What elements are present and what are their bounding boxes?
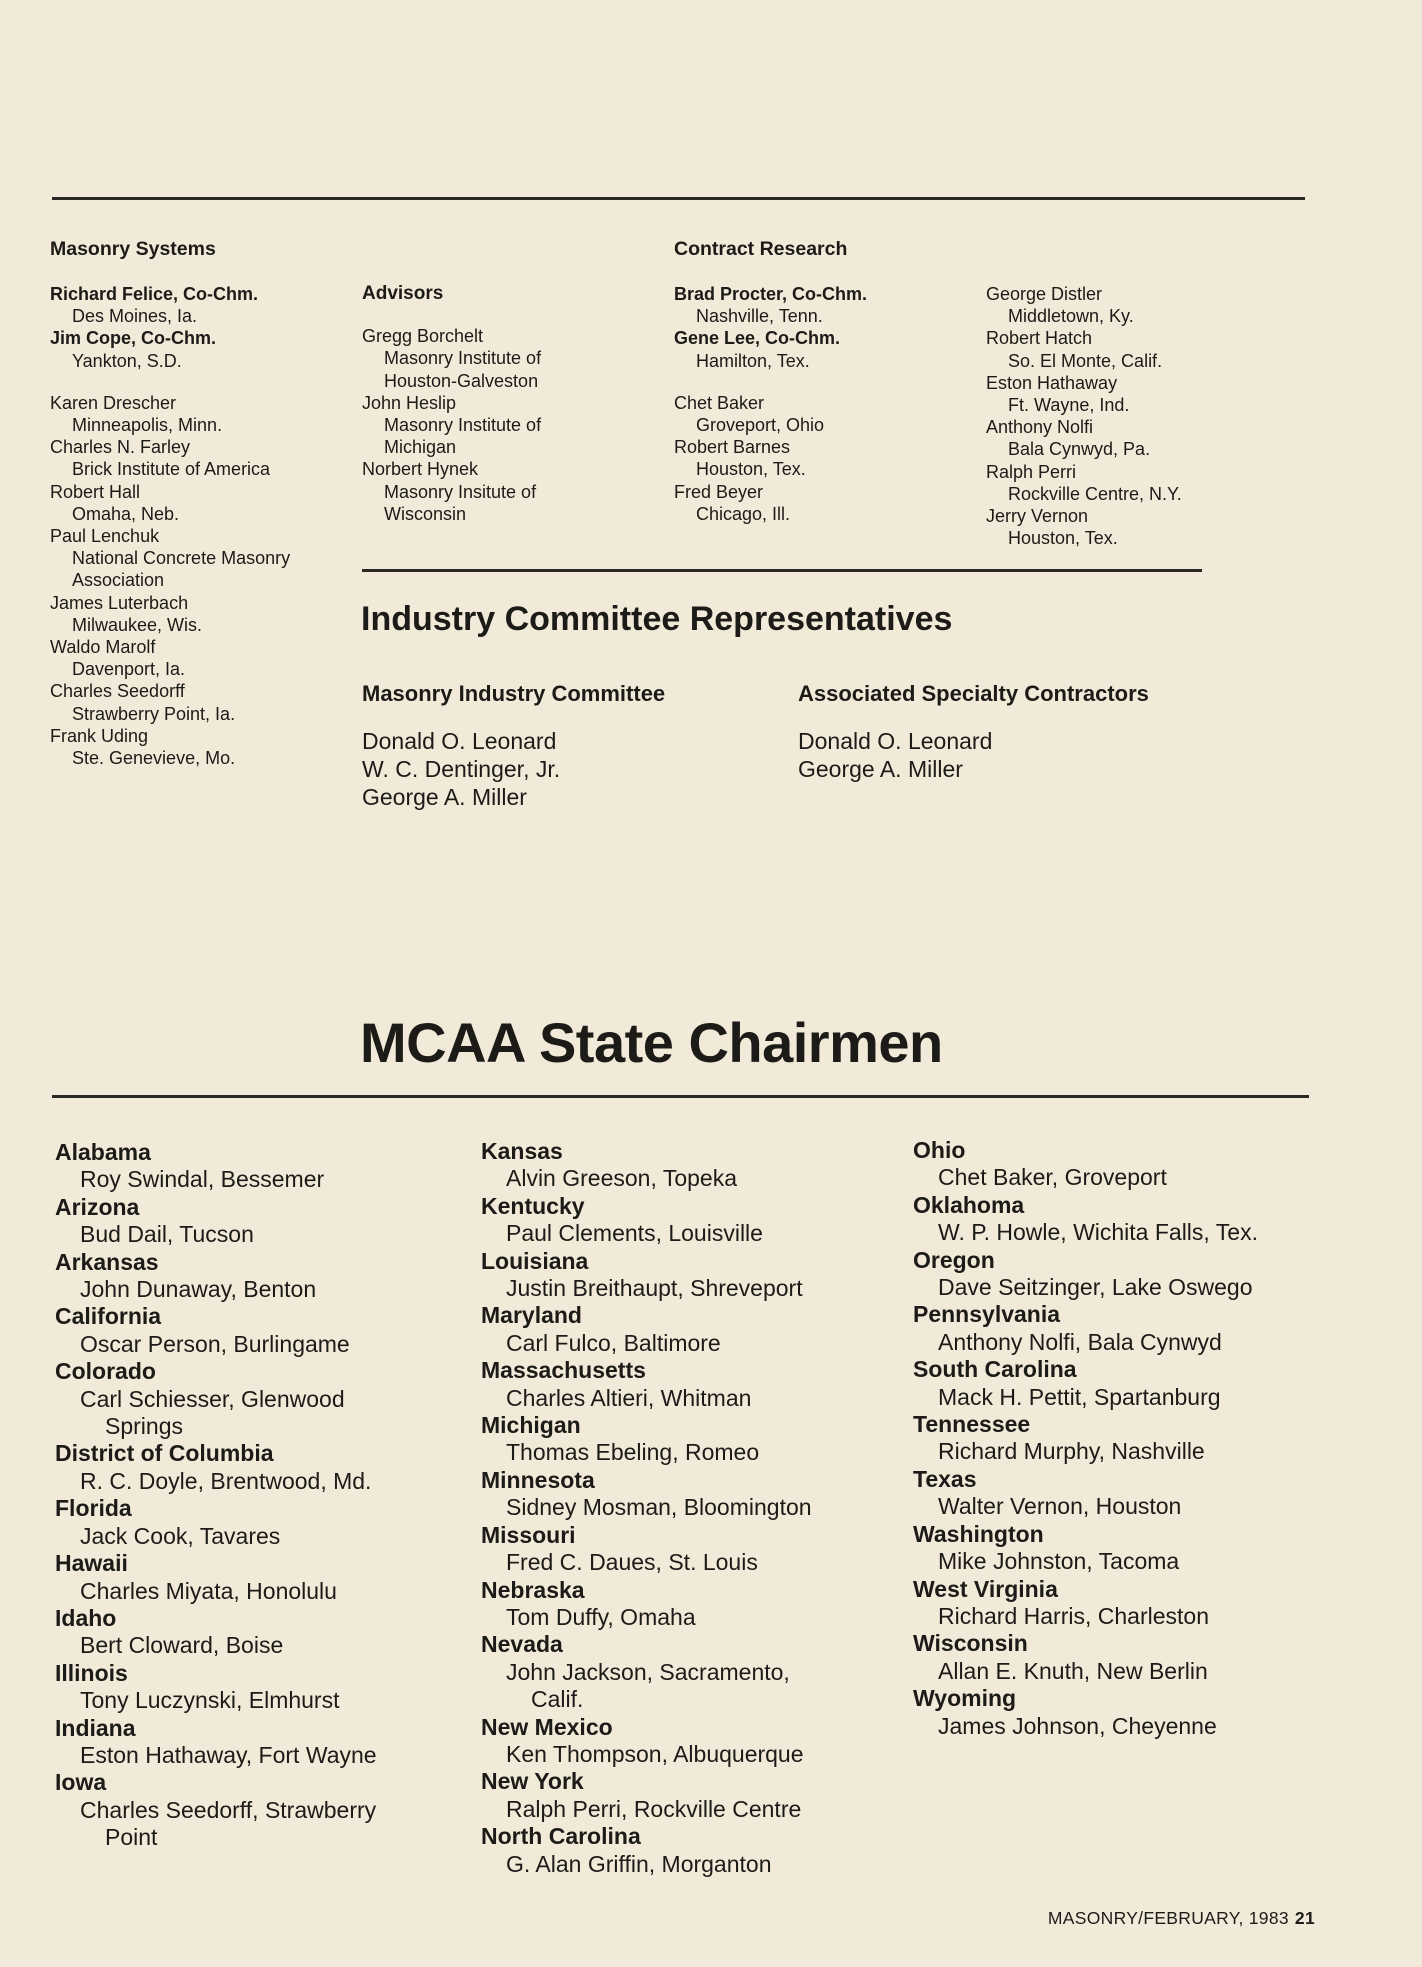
member-entry [50, 392, 340, 436]
representative-name: Donald O. Leonard [798, 728, 993, 754]
chairman: Carl Fulco, Baltimore [506, 1329, 721, 1356]
state-name: Michigan [481, 1412, 581, 1439]
state-entry [55, 1303, 445, 1358]
state-name: Ohio [913, 1137, 966, 1163]
state-name: Iowa [55, 1769, 107, 1796]
member-location: Omaha, Neb. [72, 503, 180, 524]
state-entry [55, 1660, 445, 1715]
state-entry [913, 1356, 1333, 1411]
state-entry [913, 1630, 1333, 1685]
member-name: Charles N. Farley [50, 437, 191, 458]
member-location: Ste. Genevieve, Mo. [72, 748, 236, 769]
chairman: Carl Schiesser, Glenwood [80, 1385, 345, 1412]
chairman: Bud Dail, Tucson [80, 1221, 254, 1248]
member-location: Strawberry Point, Ia. [72, 703, 236, 724]
state-entry [913, 1301, 1333, 1356]
chairman: Ken Thompson, Albuquerque [506, 1740, 804, 1767]
member-name: James Luterbach [50, 592, 189, 613]
member-name: Eston Hathaway [986, 372, 1118, 393]
chairman: Eston Hathaway, Fort Wayne [80, 1741, 377, 1768]
member-entry [986, 327, 1226, 371]
chairman: Alvin Greeson, Topeka [506, 1165, 737, 1192]
member-location: National Concrete Masonry [72, 548, 291, 569]
chairman: Charles Altieri, Whitman [506, 1384, 752, 1411]
member-location: Houston, Tex. [1008, 528, 1118, 549]
member-location: Nashville, Tenn. [696, 306, 823, 327]
chairman: Oscar Person, Burlingame [80, 1330, 350, 1357]
state-name: Colorado [55, 1358, 156, 1385]
state-name: Oklahoma [913, 1191, 1025, 1218]
member-entry [50, 283, 340, 327]
associated-specialty-contractors-heading: Associated Specialty Contractors [798, 681, 1149, 706]
state-entry [481, 1248, 881, 1303]
state-entry [55, 1194, 445, 1249]
chairman: Calif. [531, 1686, 584, 1713]
chairman: James Johnson, Cheyenne [938, 1712, 1217, 1739]
state-name: Minnesota [481, 1466, 595, 1493]
representative-name: W. C. Dentinger, Jr. [362, 756, 561, 782]
chairman: Ralph Perri, Rockville Centre [506, 1795, 802, 1822]
member-location: Rockville Centre, N.Y. [1008, 483, 1182, 504]
member-location: Ft. Wayne, Ind. [1008, 395, 1130, 416]
state-entry [481, 1823, 881, 1878]
chairman: John Dunaway, Benton [80, 1276, 317, 1303]
masonry-systems-heading: Masonry Systems [50, 238, 216, 260]
member-name: George Distler [986, 284, 1103, 304]
state-entry [55, 1139, 445, 1194]
mcaa-title: MCAA State Chairmen [360, 1011, 943, 1074]
member-entry [50, 481, 340, 525]
member-entry [986, 461, 1226, 505]
chairman: Tom Duffy, Omaha [506, 1603, 696, 1630]
member-name: Paul Lenchuk [50, 526, 160, 547]
member-name: Anthony Nolfi [986, 417, 1094, 438]
member-entry [674, 436, 964, 480]
chairman: John Jackson, Sacramento, [506, 1658, 790, 1685]
state-name: Alabama [55, 1139, 151, 1165]
state-name: Florida [55, 1495, 132, 1522]
masonry-industry-committee-heading: Masonry Industry Committee [362, 681, 666, 706]
state-name: Kansas [481, 1138, 563, 1164]
state-name: New Mexico [481, 1713, 613, 1740]
industry-divider [362, 569, 1202, 572]
page-footer [1048, 1908, 1315, 1929]
chairman: Mike Johnston, Tacoma [938, 1548, 1180, 1575]
member-name: Waldo Marolf [50, 637, 156, 658]
member-entry [50, 636, 340, 680]
member-location: Groveport, Ohio [696, 415, 825, 436]
state-name: Pennsylvania [913, 1301, 1061, 1328]
member-name: Richard Felice, Co-Chm. [50, 284, 259, 304]
state-entry [481, 1357, 881, 1412]
chairman: Fred C. Daues, St. Louis [506, 1549, 758, 1576]
state-name: Missouri [481, 1521, 576, 1548]
advisors-heading: Advisors [362, 283, 444, 304]
member-name: Norbert Hynek [362, 459, 479, 480]
representative-name: George A. Miller [362, 784, 527, 810]
member-name: Karen Drescher [50, 392, 177, 413]
member-name: Robert Hatch [986, 328, 1093, 349]
state-entry [913, 1192, 1333, 1247]
state-name: Arizona [55, 1193, 140, 1220]
chairman: Charles Seedorff, Strawberry [80, 1796, 377, 1823]
state-entry [481, 1138, 881, 1193]
chairman: Mack H. Pettit, Spartanburg [938, 1383, 1221, 1410]
member-entry [674, 392, 964, 436]
member-affiliation: Houston-Galveston [384, 370, 539, 391]
state-chairmen-col3 [913, 1137, 1333, 1740]
member-name: Brad Procter, Co-Chm. [674, 284, 868, 304]
state-name: Wisconsin [913, 1630, 1028, 1657]
representative-name: Donald O. Leonard [362, 728, 557, 754]
state-name: South Carolina [913, 1356, 1077, 1383]
member-entry [986, 505, 1226, 549]
top-divider [52, 197, 1305, 200]
member-entry [674, 327, 964, 371]
member-entry [50, 327, 340, 371]
member-location: So. El Monte, Calif. [1008, 350, 1163, 371]
state-entry [481, 1412, 881, 1467]
state-entry [481, 1193, 881, 1248]
state-name: Nevada [481, 1631, 563, 1658]
member-affiliation: Wisconsin [384, 503, 467, 524]
masonry-systems-list [50, 283, 340, 769]
chairman: Justin Breithaupt, Shreveport [506, 1275, 803, 1302]
state-entry [913, 1685, 1333, 1740]
state-entry [481, 1302, 881, 1357]
state-entry [55, 1495, 445, 1550]
state-name: Arkansas [55, 1248, 159, 1275]
member-location: Bala Cynwyd, Pa. [1008, 439, 1151, 460]
member-affiliation: Masonry Institute of [384, 348, 542, 369]
state-entry [481, 1631, 881, 1713]
chairman: Paul Clements, Louisville [506, 1220, 763, 1247]
member-name: Robert Barnes [674, 437, 791, 458]
state-name: Nebraska [481, 1576, 585, 1603]
state-entry [55, 1550, 445, 1605]
chairman: Springs [105, 1413, 183, 1440]
state-entry [55, 1769, 445, 1851]
chairman: W. P. Howle, Wichita Falls, Tex. [938, 1219, 1258, 1246]
state-entry [55, 1358, 445, 1440]
member-entry [674, 283, 964, 327]
member-entry [986, 283, 1226, 327]
associated-specialty-contractors-list [798, 727, 992, 783]
page-number: 21 [1294, 1908, 1315, 1928]
member-entry [362, 325, 622, 392]
chairman: Charles Miyata, Honolulu [80, 1577, 337, 1604]
state-entry [55, 1249, 445, 1304]
state-entry [55, 1440, 445, 1495]
state-name: California [55, 1303, 162, 1330]
member-entry [674, 481, 964, 525]
representative-name: George A. Miller [798, 756, 963, 782]
state-name: Oregon [913, 1246, 995, 1273]
chairman: Walter Vernon, Houston [938, 1493, 1182, 1520]
chairman: Bert Cloward, Boise [80, 1632, 284, 1659]
state-name: Illinois [55, 1659, 128, 1686]
member-location: Minneapolis, Minn. [72, 415, 223, 436]
chairman: Sidney Mosman, Bloomington [506, 1494, 812, 1521]
state-name: Hawaii [55, 1550, 128, 1577]
chairman: Thomas Ebeling, Romeo [506, 1439, 760, 1466]
member-name: John Heslip [362, 392, 457, 413]
member-affiliation: Masonry Institute of [384, 415, 542, 436]
mcaa-divider [52, 1095, 1309, 1098]
state-name: West Virginia [913, 1575, 1058, 1602]
chairman: Point [105, 1824, 158, 1851]
state-entry [913, 1466, 1333, 1521]
contract-research-heading: Contract Research [674, 238, 848, 260]
member-location: Houston, Tex. [696, 459, 806, 480]
member-name: Jerry Vernon [986, 506, 1089, 527]
state-name: Indiana [55, 1714, 136, 1741]
chairman: Richard Harris, Charleston [938, 1602, 1209, 1629]
state-entry [913, 1576, 1333, 1631]
member-name: Chet Baker [674, 392, 765, 413]
state-name: Maryland [481, 1302, 582, 1329]
state-name: New York [481, 1768, 584, 1795]
state-entry [55, 1715, 445, 1770]
member-entry [50, 525, 340, 592]
chairman: Allan E. Knuth, New Berlin [938, 1657, 1208, 1684]
member-location: Middletown, Ky. [1008, 306, 1134, 327]
state-name: Tennessee [913, 1411, 1031, 1438]
member-location: Yankton, S.D. [72, 350, 182, 371]
member-entry [50, 680, 340, 724]
state-entry [481, 1714, 881, 1769]
advisors-list [362, 283, 622, 525]
member-entry [986, 416, 1226, 460]
member-entry [362, 458, 622, 525]
member-entry [986, 372, 1226, 416]
member-name: Jim Cope, Co-Chm. [50, 328, 217, 349]
member-location: Association [72, 570, 165, 591]
chairman: Dave Seitzinger, Lake Oswego [938, 1274, 1253, 1301]
chairman: Anthony Nolfi, Bala Cynwyd [938, 1328, 1222, 1355]
contract-research-col1 [674, 283, 964, 525]
state-entry [481, 1768, 881, 1823]
member-name: Gregg Borchelt [362, 326, 484, 347]
chairman: Jack Cook, Tavares [80, 1522, 281, 1549]
member-location: Davenport, Ia. [72, 659, 186, 680]
state-entry [481, 1467, 881, 1522]
member-name: Frank Uding [50, 725, 149, 746]
industry-title: Industry Committee Representatives [361, 600, 953, 638]
member-location: Des Moines, Ia. [72, 306, 198, 327]
state-entry [481, 1577, 881, 1632]
member-entry [50, 725, 340, 769]
member-location: Milwaukee, Wis. [72, 614, 203, 635]
member-name: Gene Lee, Co-Chm. [674, 328, 841, 349]
member-location: Brick Institute of America [72, 459, 271, 480]
publication-date: MASONRY/FEBRUARY, 1983 [1047, 1908, 1289, 1928]
state-entry [481, 1522, 881, 1577]
member-affiliation: Michigan [384, 437, 457, 458]
chairman: Richard Murphy, Nashville [938, 1438, 1205, 1465]
state-name: District of Columbia [55, 1440, 274, 1467]
state-name: Massachusetts [481, 1357, 646, 1384]
member-entry [50, 592, 340, 636]
state-name: North Carolina [481, 1823, 641, 1850]
member-entry [50, 436, 340, 480]
state-name: Washington [913, 1520, 1044, 1547]
chairman: G. Alan Griffin, Morganton [506, 1850, 772, 1877]
member-affiliation: Masonry Insitute of [384, 481, 537, 502]
state-name: Wyoming [913, 1685, 1017, 1712]
member-location: Chicago, Ill. [696, 503, 791, 524]
state-entry [913, 1521, 1333, 1576]
masonry-industry-committee-list [362, 727, 560, 811]
state-name: Texas [913, 1465, 977, 1492]
contract-research-col2 [986, 283, 1226, 549]
state-entry [913, 1247, 1333, 1302]
chairman: Chet Baker, Groveport [938, 1164, 1167, 1191]
member-name: Ralph Perri [986, 461, 1077, 482]
state-name: Louisiana [481, 1247, 589, 1274]
chairman: Tony Luczynski, Elmhurst [80, 1687, 340, 1714]
member-name: Charles Seedorff [50, 681, 185, 702]
state-entry [913, 1411, 1333, 1466]
state-entry [55, 1605, 445, 1660]
state-chairmen-col1 [55, 1139, 445, 1852]
state-name: Idaho [55, 1604, 117, 1631]
state-chairmen-col2 [481, 1138, 881, 1878]
member-location: Hamilton, Tex. [696, 350, 810, 371]
state-entry [913, 1137, 1333, 1192]
chairman: R. C. Doyle, Brentwood, Md. [80, 1467, 372, 1494]
member-name: Fred Beyer [674, 481, 764, 502]
chairman: Roy Swindal, Bessemer [80, 1166, 325, 1193]
member-name: Robert Hall [50, 481, 141, 502]
state-name: Kentucky [481, 1192, 585, 1219]
member-entry [362, 392, 622, 459]
